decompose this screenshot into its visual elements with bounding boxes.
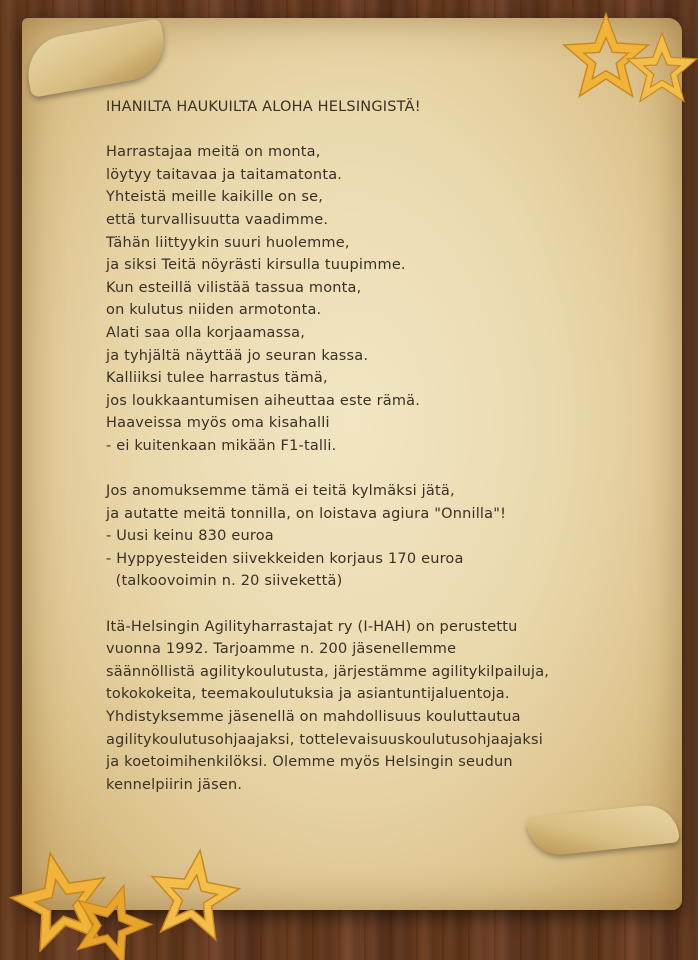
letter-text [106, 96, 646, 796]
poem-stanza [106, 141, 646, 457]
about-line: tokokokeita, teemakoulutuksia ja asiantuntijaluentoja. [106, 686, 510, 703]
request-note: (talkoovoimin n. 20 siivekettä) [106, 573, 343, 590]
star-outline-icon [624, 30, 698, 106]
about-line: Itä-Helsingin Agilityharrastajat ry (I-HAH) on perustettu [106, 618, 518, 635]
poem-line: - ei kuitenkaan mikään F1-talli. [106, 437, 337, 454]
letter-title: IHANILTA HAUKUILTA ALOHA HELSINGISTÄ! [106, 99, 421, 115]
star-outline-icon [146, 846, 242, 942]
about-line: Yhdistyksemme jäsenellä on mahdollisuus kouluttautua [106, 709, 521, 726]
request-item: - Hyppyesteiden siivekkeiden korjaus 170 euroa [106, 550, 464, 567]
poem-line: Harrastajaa meitä on monta, [106, 144, 321, 161]
about-line: kennelpiirin jäsen. [106, 776, 243, 793]
request-line: Jos anomuksemme tämä ei teitä kylmäksi jätä, [106, 483, 455, 500]
poem-line: Tähän liittyykin suuri huolemme, [106, 234, 350, 251]
about-line: säännöllistä agilitykoulutusta, järjestämme agilitykilpailuja, [106, 663, 550, 680]
poem-line: jos loukkaantumisen aiheuttaa este rämä. [106, 392, 421, 409]
poem-line: Kalliiksi tulee harrastus tämä, [106, 370, 328, 387]
poem-line: löytyy taitavaa ja taitamatonta. [106, 166, 343, 183]
poem-line: ja tyhjältä näyttää jo seuran kassa. [106, 347, 369, 364]
request-line: ja autatte meitä tonnilla, on loistava agiura "Onnilla"! [106, 505, 507, 522]
request-item: - Uusi keinu 830 euroa [106, 528, 274, 545]
star-outline-icon [70, 880, 154, 960]
poem-line: että turvallisuutta vaadimme. [106, 211, 329, 228]
about-line: agilitykoulutusohjaajaksi, tottelevaisuuskoulutusohjaajaksi [106, 731, 543, 748]
poem-line: Haaveissa myös oma kisahalli [106, 415, 330, 432]
request-stanza [106, 480, 646, 593]
poem-line: ja siksi Teitä nöyrästi kirsulla tuupimme. [106, 257, 406, 274]
poem-line: Kun esteillä vilistää tassua monta, [106, 279, 362, 296]
poem-line: on kulutus niiden armotonta. [106, 302, 322, 319]
poem-line: Alati saa olla korjaamassa, [106, 324, 306, 341]
poem-line: Yhteistä meille kaikille on se, [106, 189, 324, 206]
about-line: ja koetoimihenkilöksi. Olemme myös Helsingin seudun [106, 754, 513, 771]
about-paragraph [106, 616, 646, 797]
about-line: vuonna 1992. Tarjoamme n. 200 jäsenellemme [106, 641, 457, 658]
